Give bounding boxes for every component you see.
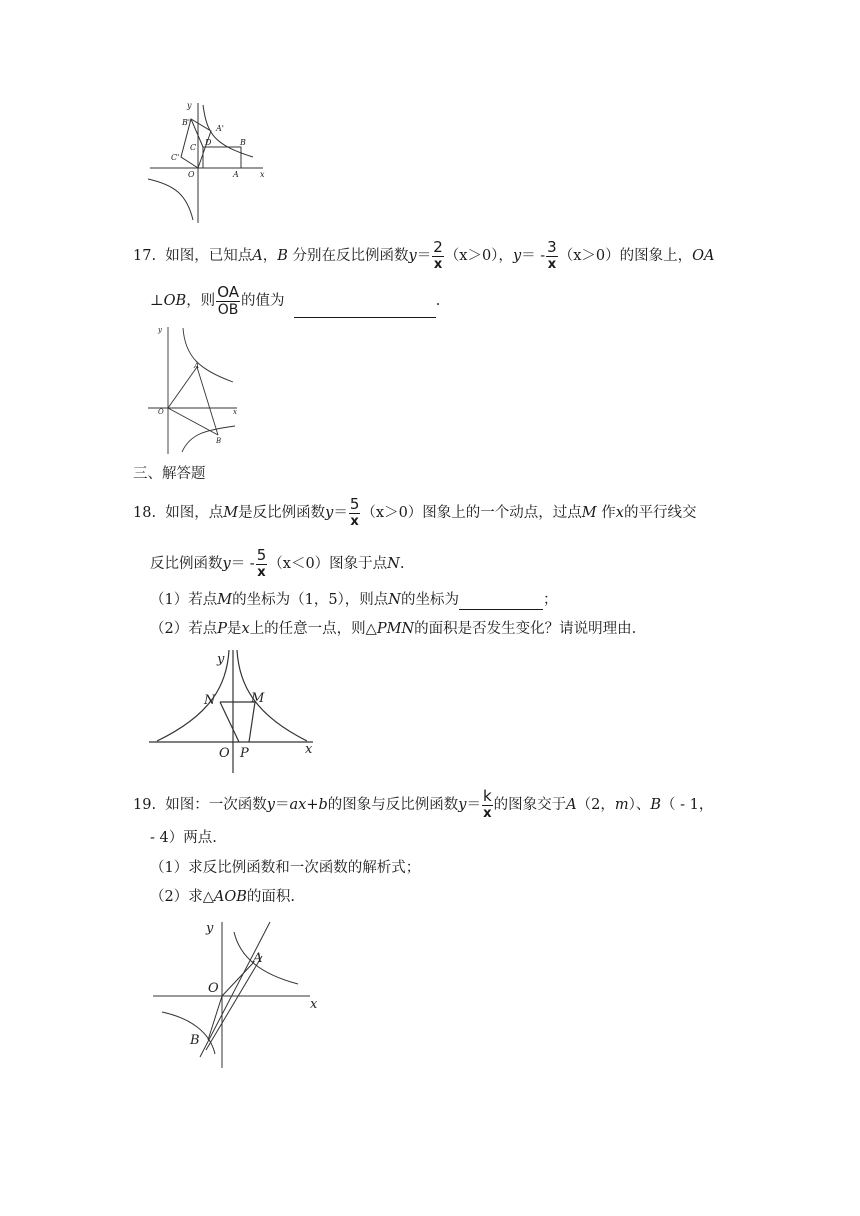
q19-part2: （2）求△AOB的面积. xyxy=(150,889,296,905)
label-o: O xyxy=(219,746,230,761)
fraction-3-over-x: $\frac{3}{x}$ xyxy=(547,238,557,272)
label-p: P xyxy=(240,746,249,761)
q17-line2: ⊥OB，则 $\frac{OA}{OB}$ 的值为 . xyxy=(150,283,441,318)
q18-line2: 反比例函数y＝ - $\frac{5}{x}$ （x＜0）图象于点N. xyxy=(150,546,405,580)
section-title: 三、解答题 xyxy=(133,466,206,482)
label-cp: C' xyxy=(171,153,180,162)
label-n: N xyxy=(204,693,216,708)
label-a: A xyxy=(253,951,263,966)
label-a: A xyxy=(194,362,200,370)
label-o: O xyxy=(158,408,164,416)
label-m: M xyxy=(251,691,265,706)
figure-16 xyxy=(145,95,275,225)
q18-part2: （2）若点P是x上的任意一点，则△PMN的面积是否发生变化？请说明理由. xyxy=(150,621,637,637)
fraction-k-over-x: $\frac{k}{x}$ xyxy=(482,787,492,821)
label-x: x xyxy=(233,408,237,416)
label-a: A xyxy=(233,170,239,179)
q19-line2: - 4）两点. xyxy=(150,830,217,846)
fraction-2-over-x: $\frac{2}{x}$ xyxy=(433,238,443,272)
q19-line1: 19. 如图：一次函数y＝ax+b的图象与反比例函数y＝ $\frac{k}{x}$ 的图象交于A（2，m）、B（ - 1， xyxy=(133,787,714,821)
label-x: x xyxy=(305,742,313,757)
figure-17 xyxy=(145,322,245,457)
label-x: x xyxy=(310,997,318,1012)
fraction-5-over-x-2: $\frac{5}{x}$ xyxy=(256,546,267,580)
answer-blank-17[interactable] xyxy=(294,317,436,318)
label-o: O xyxy=(208,981,219,996)
label-ap: A' xyxy=(216,124,224,133)
answer-blank-18[interactable] xyxy=(459,609,543,610)
fraction-oa-over-ob: $\frac{OA}{OB}$ xyxy=(217,283,239,318)
figure-18 xyxy=(145,645,335,775)
label-x: x xyxy=(260,170,265,179)
label-b: B xyxy=(190,1033,200,1048)
q18-line1: 18. 如图，点M是反比例函数y＝ $\frac{5}{x}$ （x＞0）图象上的一个动点，过点M 作x的平行线交 xyxy=(133,495,697,529)
label-y: y xyxy=(158,326,162,334)
label-c: C xyxy=(190,143,197,152)
label-d: D xyxy=(205,138,212,147)
label-bp: B' xyxy=(182,118,191,127)
label-b: B xyxy=(216,437,222,445)
fraction-5-over-x: $\frac{5}{x}$ xyxy=(349,495,360,529)
figure-19 xyxy=(150,912,325,1072)
label-y: y xyxy=(187,101,192,110)
q17-line1: 17. 如图，已知点A，B 分别在反比例函数y＝ $\frac{2}{x}$ （x＞0），y＝ - $\frac{3}{x}$ （x＞0）的图象上，OA xyxy=(133,238,715,272)
label-y: y xyxy=(206,921,214,936)
label-o: O xyxy=(188,170,195,179)
label-b: B xyxy=(240,138,246,147)
q18-part1: （1）若点M的坐标为（1，5），则点N的坐标为 ； xyxy=(150,592,558,608)
q19-part1: （1）求反比例函数和一次函数的解析式； xyxy=(150,860,421,876)
label-y: y xyxy=(217,652,225,667)
